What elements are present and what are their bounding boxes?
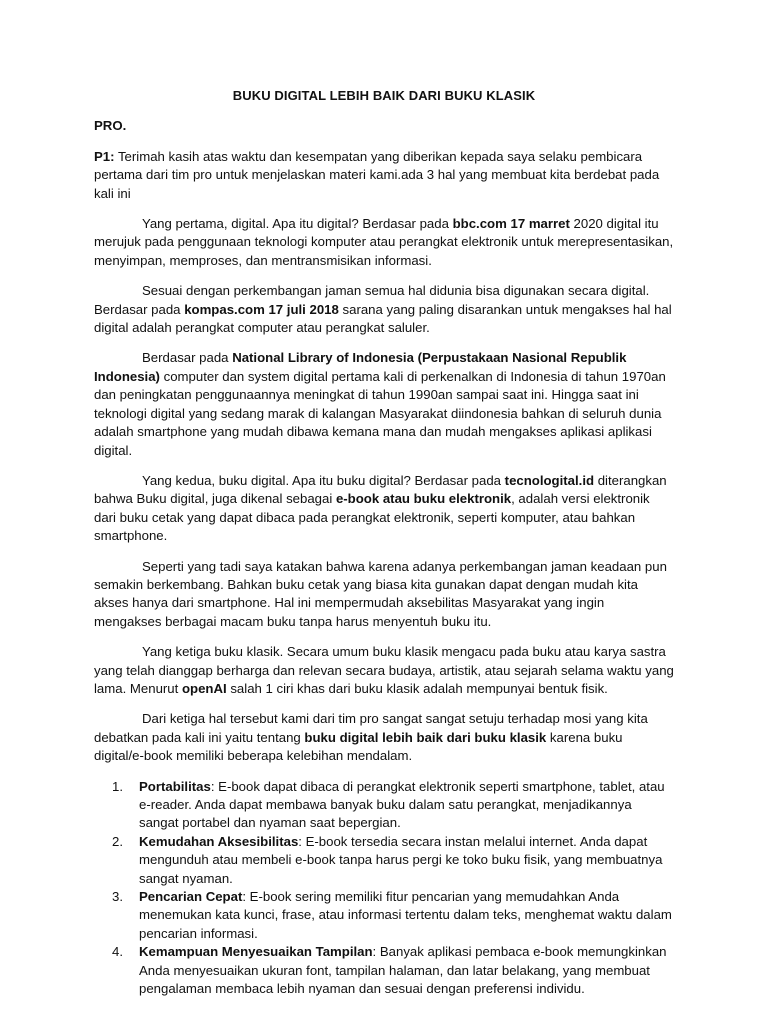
list-item <box>94 943 674 998</box>
bold-text: bbc.com 17 marret <box>452 216 570 232</box>
body-paragraph <box>94 215 674 270</box>
list-text: : E-book tersedia secara instan melalui internet. Anda dapat mengunduh atau membeli e-book tanpa harus pergi ke toko buku fisik, yang membuatnya sangat nyaman. <box>139 833 663 886</box>
paragraph-text: Sesuai dengan perkembangan jaman semua hal didunia bisa digunakan secara digital. Berdasar pada <box>94 283 650 317</box>
paragraph-text: Berdasar pada <box>142 350 233 366</box>
paragraph-text: diterangkan bahwa Buku digital, juga dikenal sebagai <box>94 472 667 507</box>
body-paragraphs <box>94 215 674 766</box>
body-paragraph <box>94 472 674 546</box>
speaker-label: P1: <box>94 148 115 164</box>
paragraph-text: karena buku digital/e-book memiliki beberapa kelebihan mendalam. <box>94 729 623 764</box>
list-text: : E-book sering memiliki fitur pencarian yang memudahkan Anda menemukan kata kunci, frase, atau informasi tertentu dalam teks, menghemat waktu dalam pencarian informasi. <box>139 889 672 941</box>
list-number: 4. <box>112 944 123 960</box>
paragraph-text: salah 1 ciri khas dari buku klasik adalah mempunyai bentuk fisik. <box>226 680 608 696</box>
intro-text: Terimah kasih atas waktu dan kesempatan yang diberikan kepada saya selaku pembicara pertama dari tim pro untuk menjelaskan materi kami.ada 3 hal yang membuat kita berdebat pada kali ini <box>94 148 660 201</box>
list-item <box>94 778 674 833</box>
body-paragraph <box>94 643 674 698</box>
paragraph-text: Yang kedua, buku digital. Apa itu buku digital? Berdasar pada <box>142 472 505 488</box>
side-label: PRO. <box>94 118 127 134</box>
list-item <box>94 833 674 888</box>
bold-text: tecnologital.id <box>504 472 595 488</box>
bold-text: openAI <box>181 680 227 696</box>
list-text: : E-book dapat dibaca di perangkat elektronik seperti smartphone, tablet, atau e-reader. Anda dapat membawa banyak buku dalam satu perangkat, menjadikannya sangat portabel dan nyaman saat bepergian. <box>139 778 665 831</box>
intro-paragraph <box>94 148 674 203</box>
list-text: : Banyak aplikasi pembaca e-book memungkinkan Anda menyesuaikan ukuran font, tampilan halaman, dan latar belakang, yang membuat pengalaman membaca lebih nyaman dan sesuai dengan preferensi individu. <box>139 944 667 997</box>
document-title: BUKU DIGITAL LEBIH BAIK DARI BUKU KLASIK <box>232 88 536 103</box>
list-item <box>94 888 674 943</box>
paragraph-text: Yang ketiga buku klasik. Secara umum buku klasik mengacu pada buku atau karya sastra yang telah dianggap berharga dan relevan secara budaya, artistik, atau sejarah selama waktu yang lama. Menurut <box>94 644 674 696</box>
paragraph-text: computer dan system digital pertama kali di perkenalkan di Indonesia di tahun 1970an dan peningkatan penggunaannya meningkat di tahun 1990an sampai saat ini. Hingga saat ini teknologi digital yang sedang marak di kalangan Masyarakat diindonesia bahkan di seluruh dunia adalah smartphone yang mudah dibawa kemana mana dan mudah mengakses aplikasi aplikasi digital. <box>94 368 666 458</box>
body-paragraph <box>94 558 674 632</box>
advantages-list <box>94 778 674 999</box>
list-number: 1. <box>112 778 123 794</box>
body-paragraph <box>94 282 674 337</box>
paragraph-text: Yang pertama, digital. Apa itu digital? Berdasar pada <box>142 216 453 232</box>
bold-text: National Library of Indonesia (Perpustakaan Nasional Republik Indonesia) <box>94 350 627 384</box>
bold-text: e-book atau buku elektronik <box>335 491 512 507</box>
bold-text: buku digital lebih baik dari buku klasik <box>304 729 547 745</box>
list-number: 3. <box>112 889 123 905</box>
paragraph-text: sarana yang paling disarankan untuk mengakses hal hal digital adalah perangkat computer atau perangkat saluler. <box>94 301 672 336</box>
body-paragraph <box>94 349 674 459</box>
paragraph-text: Seperti yang tadi saya katakan bahwa karena adanya perkembangan jaman keadaan pun semakin berkembang. Bahkan buku cetak yang biasa kita gunakan dapat dengan mudah kita akses hanya dari smartphone. Hal ini mempermudah aksebilitas Masyarakat yang ingin mengakses berbagai macam buku tanpa harus menyentuh buku itu. <box>94 558 667 629</box>
list-term: Kemampuan Menyesuaikan Tampilan <box>139 944 373 960</box>
body-paragraph <box>94 710 674 765</box>
list-term: Pencarian Cepat <box>139 889 243 905</box>
list-term: Portabilitas <box>139 778 211 794</box>
paragraph-text: Dari ketiga hal tersebut kami dari tim pro sangat sangat setuju terhadap mosi yang kita debatkan pada kali ini yaitu tentang <box>94 711 648 745</box>
list-term: Kemudahan Aksesibilitas <box>139 833 299 849</box>
paragraph-text: , adalah versi elektronik dari buku cetak yang dapat dibaca pada perangkat elektronik, seperti komputer, atau bahkan smartphone. <box>94 491 650 544</box>
list-number: 2. <box>112 833 123 849</box>
bold-text: kompas.com 17 juli 2018 <box>184 301 339 317</box>
paragraph-text: 2020 digital itu merujuk pada penggunaan teknologi komputer atau perangkat elektronik untuk merepresentasikan, menyimpan, memproses, dan mentransmisikan informasi. <box>94 216 674 268</box>
